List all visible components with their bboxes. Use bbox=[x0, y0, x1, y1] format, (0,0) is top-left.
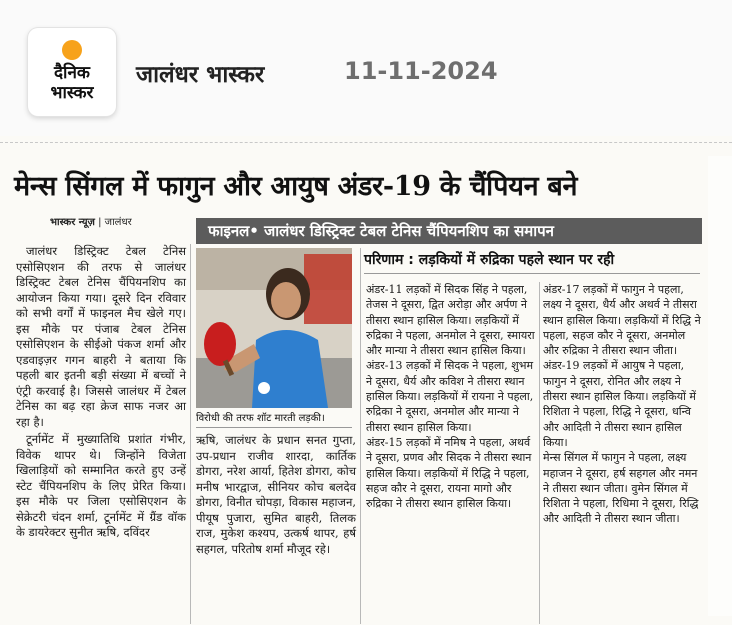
final-banner: फाइनल• जालंधर डिस्ट्रिक्ट टेबल टेनिस चैंपियनशिप का समापन bbox=[196, 218, 702, 244]
result-item: अंडर-13 लड़कों में सिदक ने पहला, शुभम ने दूसरा, धैर्य और कविश ने तीसरा स्थान हासिल किया। लड़कियों में रायना ने पहला, रुद्रिका ने दूसरा, अनमोल और मान्या ने तीसरा स्थान हासिल किया। bbox=[366, 359, 534, 434]
dainik-bhaskar-logo[interactable] bbox=[28, 28, 116, 116]
publication-name: जालंधर भास्कर bbox=[136, 62, 265, 88]
header-bar bbox=[0, 0, 732, 136]
article-headline: मेन्स सिंगल में फागुन और आयुष अंडर-19 के चैंपियन बने bbox=[14, 171, 578, 202]
byline: भास्कर न्यूज़ | जालंधर bbox=[50, 217, 132, 228]
intro-paragraph-1: जालंधर डिस्ट्रिक्ट टेबल टेनिस एसोसिएशन की तरफ से जालंधर डिस्ट्रिक्ट टेबल टेनिस चैंपियनशिप का आयोजन किया गया। दूसरे दिन रविवार को सभी वर्गों में फाइनल मैच खेले गए। इस मौके पर पंजाब टेबल टेनिस एसोसिएशन के सीईओ पंकज शर्मा और एडवाइज़र गगन बाहरी ने बताया कि पहली बार इतनी बड़ी संख्या में बच्चों ने एंट्री करवाई है। जिससे जालंधर में टेबल टेनिस का बढ़ रहा क्रेज साफ नजर आ रहा है। bbox=[16, 244, 186, 429]
results-column-1 bbox=[366, 282, 536, 511]
logo-text-line1: दैनिक bbox=[54, 63, 90, 83]
byline-city: जालंधर bbox=[104, 217, 132, 228]
player-photo bbox=[196, 248, 352, 408]
newspaper-clipping bbox=[0, 136, 732, 625]
photo-caption: विरोधी की तरफ शॉट मारती लड़की। bbox=[196, 408, 352, 428]
adjacent-article-edge bbox=[708, 156, 732, 616]
top-fold-rule bbox=[0, 142, 732, 143]
publication-date: 11-11-2024 bbox=[344, 57, 498, 85]
intro-paragraph-2: टूर्नामेंट में मुख्यातिथि प्रशांत गंभीर, विवेक थापर थे। जिन्होंने विजेता खिलाड़ियों को सम्मानित करते हुए उन्हें स्टेट चैंपियनशिप के लिए प्रेरित किया। इस मौके पर जिला एसोसिएशन के सेक्रेटरी चंदन शर्मा, टूर्नामेंट में ग्रैंड वॉक के डायरेक्टर सुनीत ऋषि, दविंदर bbox=[16, 432, 186, 539]
column-divider bbox=[190, 244, 191, 624]
attendees-column: ऋषि, जालंधर के प्रधान सनत गुप्ता, उप-प्रधान राजीव शारदा, कार्तिक डोगरा, नरेश आर्या, हितेश डोगरा, कोच मनीष भारद्वाज, सीनियर कोच बलदेव डोगरा, विनीत चोपड़ा, विकास महाजन, पीयूष पुजारा, सुमित बाहरी, तिलक राज, मुकेश कश्यप, उत्कर्ष थापर, हर्ष सहगल, परितोष शर्मा मौजूद रहे। bbox=[196, 433, 356, 556]
result-item: अंडर-15 लड़कों में नमिष ने पहला, अथर्व ने दूसरा, प्रणव और सिदक ने तीसरा स्थान हासिल किया। लड़कियों में रिद्धि ने पहला, सहज कौर ने दूसरा, रायना मागो और रुद्रिका ने तीसरा स्थान हासिल किया। bbox=[366, 435, 532, 511]
results-column-2 bbox=[543, 282, 703, 527]
column-divider bbox=[360, 248, 361, 624]
result-item: मेन्स सिंगल में फागुन ने पहला, लक्ष्य महाजन ने दूसरा, हर्ष सहगल और नमन ने तीसरा स्थान जीता। वुमेन सिंगल में रिशिता ने पहला, रिधिमा ने दूसरा, रिद्धि और आदिती ने तीसरा स्थान जीता। bbox=[543, 451, 699, 526]
logo-text-line2: भास्कर bbox=[50, 83, 94, 103]
logo-sun-icon bbox=[62, 40, 82, 60]
result-heading: परिणाम : लड़कियों में रुद्रिका पहले स्थान पर रही bbox=[364, 250, 700, 274]
result-item: अंडर-19 लड़कों में आयुष ने पहला, फागुन ने दूसरा, रोनित और लक्ष्य ने तीसरा स्थान हासिल किया। लड़कियों में रिशिता ने पहला, रिद्धि ने दूसरा, धन्वि और आदिती ने तीसरा स्थान हासिल किया। bbox=[543, 359, 697, 449]
intro-column bbox=[16, 244, 186, 543]
result-item: अंडर-17 लड़कों में फागुन ने पहला, लक्ष्य ने दूसरा, धैर्य और अथर्व ने तीसरा स्थान हासिल किया। लड़कियों में रिद्धि ने पहला, सहज कौर ने दूसरा, अनमोल और रुद्रिका ने तीसरा स्थान जीता। bbox=[543, 283, 701, 358]
column-divider bbox=[539, 282, 540, 624]
result-item: अंडर-11 लड़कों में सिदक सिंह ने पहला, तेजस ने दूसरा, द्वित अरोड़ा और अर्पण ने तीसरा स्थान हासिल किया। लड़कियों में रुद्रिका ने पहला, अनमोल ने दूसरा, स्मायरा और मान्या ने तीसरा स्थान हासिल किया। bbox=[366, 283, 535, 358]
byline-source: भास्कर न्यूज़ bbox=[50, 217, 95, 228]
